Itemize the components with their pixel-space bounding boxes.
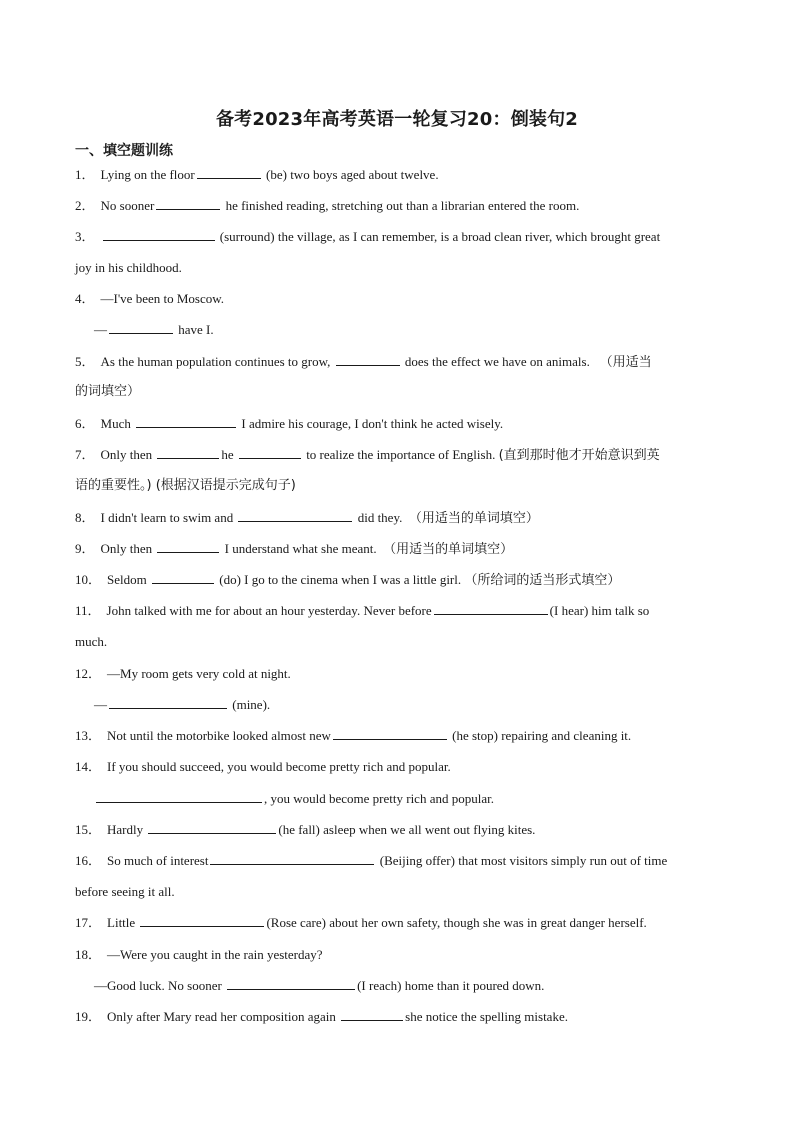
question-number: 7． [75,447,95,462]
question-7-continued: 语的重要性。) (根据汉语提示完成句子) [75,478,296,493]
instruction-note: (直到那时他才开始意识到英 [498,448,660,463]
question-11 [75,601,720,621]
question-3 [75,227,720,247]
question-17 [75,913,720,933]
question-text: (he stop) repairing and cleaning it. [452,728,632,743]
dialogue-line: —I've been to Moscow. [100,291,225,306]
question-text: As the human population continues to grow, [100,354,331,369]
question-14 [75,757,720,777]
question-number: 14． [75,759,102,774]
question-14-response [94,789,739,809]
question-10 [75,570,720,590]
question-number: 1． [75,167,95,182]
answer-blank[interactable] [239,445,301,459]
question-number: 3． [75,229,95,244]
answer-blank[interactable] [109,695,227,709]
question-text: to realize the importance of English. [306,447,496,462]
instruction-note: （用适当的单词填空） [383,542,514,557]
question-number: 18． [75,947,102,962]
question-1 [75,165,720,185]
answer-blank[interactable] [157,445,219,459]
question-text: (surround) the village, as I can remember, is a broad clean river, which brought great [219,229,661,244]
dialogue-dash: — [94,697,107,712]
question-text: she notice the spelling mistake. [405,1009,568,1024]
question-16-continued: before seeing it all. [75,884,175,899]
answer-blank[interactable] [341,1007,403,1021]
question-text: (be) two boys aged about twelve. [266,167,439,182]
question-text: John talked with me for about an hour yesterday. Never before [106,603,432,618]
answer-blank[interactable] [156,196,220,210]
question-text: No sooner [100,198,155,213]
question-4-response [94,320,739,340]
question-2 [75,196,720,216]
question-text: Only then [100,447,153,462]
instruction-note: （所给词的适当形式填空） [464,573,621,588]
question-number: 17． [75,915,102,930]
answer-blank[interactable] [157,539,219,553]
question-7 [75,445,720,465]
question-text: I admire his courage, I don't think he acted wisely. [241,416,504,431]
dialogue-line: —My room gets very cold at night. [107,666,291,681]
question-number: 10． [75,572,102,587]
answer-blank[interactable] [148,820,276,834]
instruction-note: （用适当的单词填空） [408,511,539,526]
question-4 [75,289,720,309]
question-text: he [221,447,234,462]
question-text: So much of interest [107,853,209,868]
dialogue-line: —Were you caught in the rain yesterday? [107,947,323,962]
question-number: 2． [75,198,95,213]
answer-blank[interactable] [140,913,264,927]
answer-blank[interactable] [336,352,400,366]
answer-blank[interactable] [227,976,355,990]
instruction-note: （用适当 [599,355,652,370]
question-text: Not until the motorbike looked almost new [107,728,331,743]
question-8 [75,508,720,528]
question-text: Lying on the floor [100,167,195,182]
question-text: Little [107,915,136,930]
question-text: (I hear) him talk so [549,603,650,618]
question-number: 15． [75,822,102,837]
question-16 [75,851,720,871]
question-text: (Rose care) about her own safety, though she was in great danger herself. [266,915,647,930]
question-number: 11． [75,603,101,618]
question-3-continued: joy in his childhood. [75,260,182,275]
question-text: did they. [357,510,403,525]
question-13 [75,726,720,746]
answer-blank[interactable] [109,320,173,334]
question-number: 13． [75,728,102,743]
answer-blank[interactable] [197,165,261,179]
answer-blank[interactable] [333,726,447,740]
section-heading: 一、填空题训练 [75,143,173,159]
question-text: If you should succeed, you would become pretty rich and popular. [107,759,451,774]
question-number: 12． [75,666,102,681]
dialogue-line: —Good luck. No sooner [94,978,222,993]
question-number: 4． [75,291,95,306]
answer-blank[interactable] [434,601,548,615]
question-number: 9． [75,541,95,556]
question-text: I understand what she meant. [224,541,377,556]
question-text: (mine). [232,697,271,712]
question-number: 5． [75,354,95,369]
question-11-continued: much. [75,634,108,649]
question-12-response [94,695,739,715]
question-text: have I. [178,322,214,337]
answer-blank[interactable] [152,570,214,584]
question-text: I didn't learn to swim and [100,510,234,525]
question-number: 16． [75,853,102,868]
question-text: , you would become pretty rich and popular. [264,791,494,806]
question-15 [75,820,720,840]
answer-blank[interactable] [96,789,262,803]
question-text: Only then [100,541,153,556]
question-18-response [94,976,739,996]
question-text: does the effect we have on animals. [404,354,590,369]
question-text: (do) I go to the cinema when I was a little girl. [219,572,462,587]
page-title: 备考2023年高考英语一轮复习20：倒装句2 [215,109,579,130]
question-6 [75,414,720,434]
question-text: Hardly [107,822,144,837]
answer-blank[interactable] [103,227,215,241]
answer-blank[interactable] [136,414,236,428]
question-number: 8． [75,510,95,525]
dialogue-dash: — [94,322,107,337]
question-5 [75,352,720,372]
answer-blank[interactable] [210,851,374,865]
question-18 [75,945,720,965]
question-text: he finished reading, stretching out than a librarian entered the room. [225,198,580,213]
question-text: (I reach) home than it poured down. [357,978,545,993]
question-5-continued: 的词填空） [75,384,141,399]
question-text: Seldom [107,572,147,587]
question-19 [75,1007,720,1027]
question-text: Only after Mary read her composition again [107,1009,336,1024]
answer-blank[interactable] [238,508,352,522]
question-number: 6． [75,416,95,431]
question-number: 19． [75,1009,102,1024]
question-text: (Beijing offer) that most visitors simply run out of time [379,853,668,868]
question-text: (he fall) asleep when we all went out flying kites. [278,822,536,837]
question-text: Much [100,416,131,431]
question-12 [75,664,720,684]
question-9 [75,539,720,559]
